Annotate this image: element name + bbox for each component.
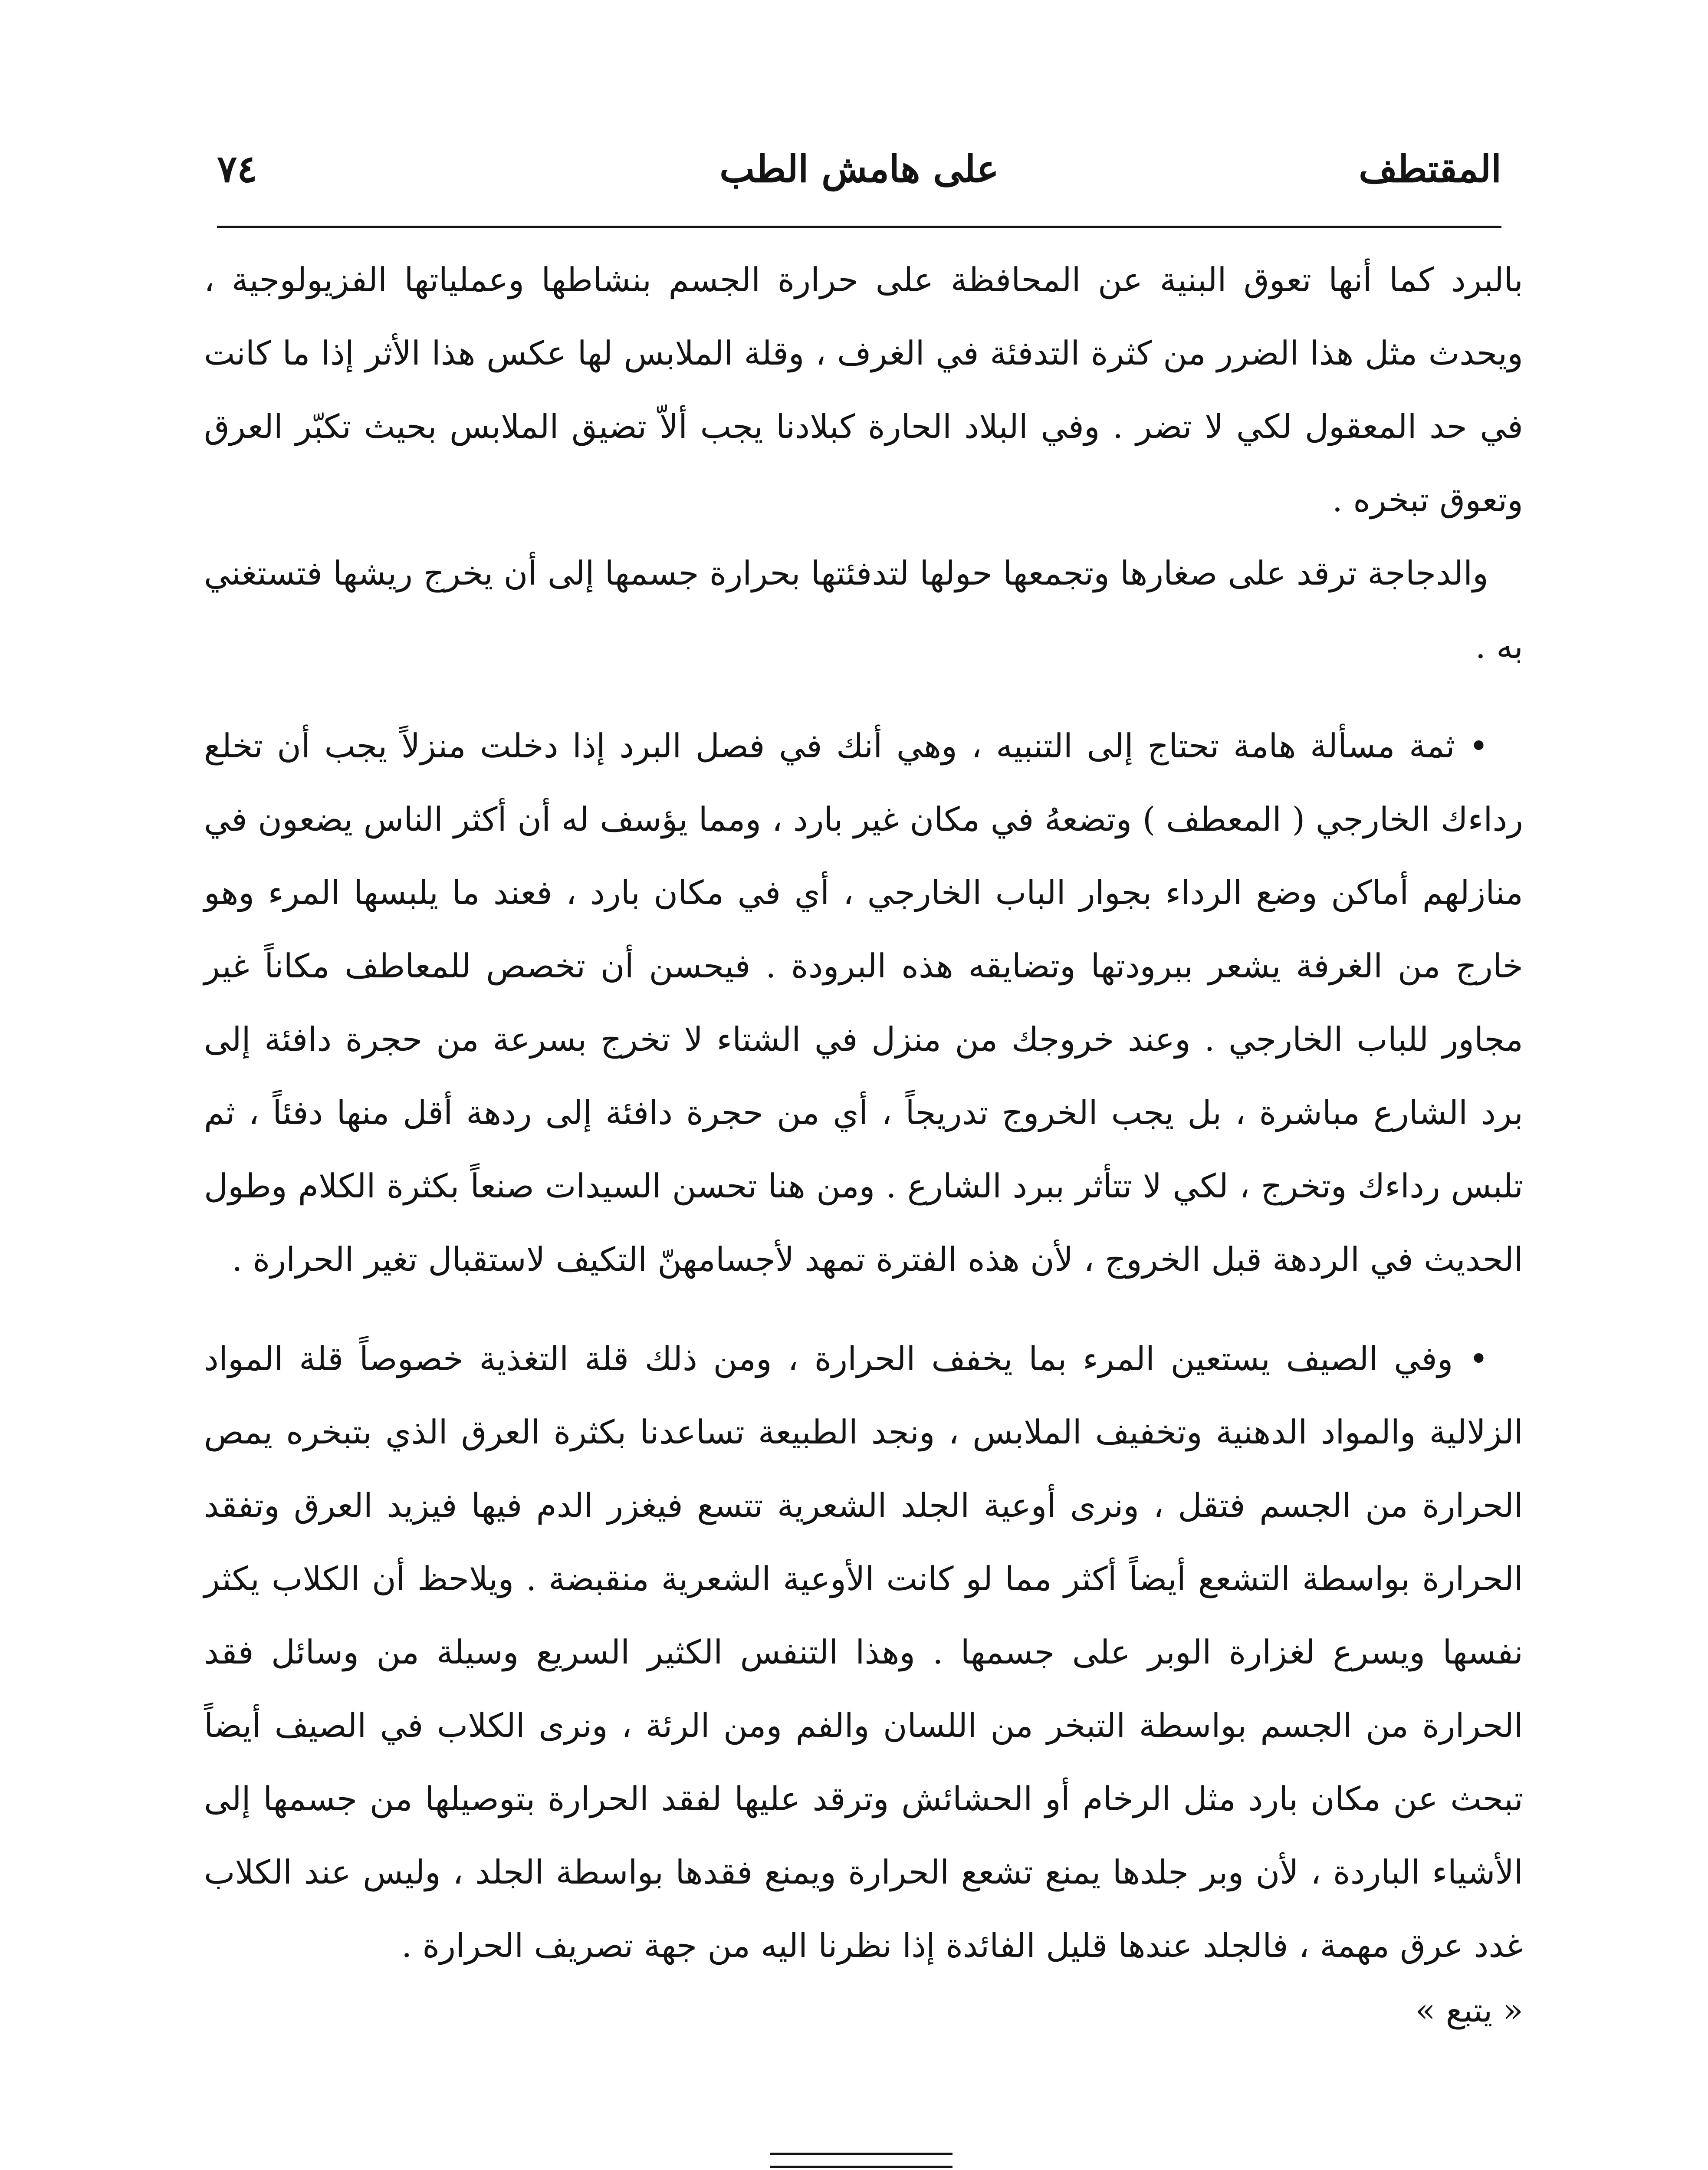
paragraph-4: • وفي الصيف يستعين المرء بما يخفف الحرارة ، ومن ذلك قلة التغذية خصوصاً قلة المواد الزلالية والمواد الدهنية وتخفيف الملابس ، ونجد الطبيعة تساعدنا بكثرة العرق الذي بتبخره يمص الحرارة من الجسم فتقل ، ونرى أوعية الجلد الشعرية تتسع فيغزر الدم فيها فيزيد العرق وتفقد الحرارة بواسطة التشعع أيضاً أكثر مما لو كانت الأوعية الشعرية منقبضة . ويلاحظ أن الكلاب يكثر نفسها ويسرع لغزارة الوبر على جسمها . وهذا التنفس الكثير السريع وسيلة من وسائل فقد الحرارة من الجسم بواسطة التبخر من اللسان والفم ومن الرئة ، ونرى الكلاب في الصيف أيضاً تبحث عن مكان بارد مثل الرخام أو الحشائش وترقد عليها لفقد الحرارة بتوصيلها من جسمها إلى الأشياء الباردة ، لأن وبر جلدها يمنع تشعع الحرارة ويمنع فقدها بواسطة الجلد ، وليس عند الكلاب غدد عرق مهمة ، فالجلد عندها قليل الفائدة إذا نظرنا اليه من جهة تصريف الحرارة . [204, 1339, 1523, 1965]
page-header [217, 130, 1501, 200]
journal-name: المقتطف [1359, 147, 1501, 191]
paragraph-3: • ثمة مسألة هامة تحتاج إلى التنبيه ، وهي أنك في فصل البرد إذا دخلت منزلاً يجب أن تخلع رداءك الخارجي ( المعطف ) وتضعهُ في مكان غير بارد ، ومما يؤسف له أن أكثر الناس يضعون في منازلهم أماكن وضع الرداء بجوار الباب الخارجي ، أي في مكان بارد ، فعند ما يلبسها المرء وهو خارج من الغرفة يشعر ببرودتها وتضايقه هذه البرودة . فيحسن أن تخصص للمعاطف مكاناً غير مجاور للباب الخارجي . وعند خروجك من منزل في الشتاء لا تخرج بسرعة من حجرة دافئة إلى برد الشارع مباشرة ، بل يجب الخروج تدريجاً ، أي من حجرة دافئة إلى ردهة أقل منها دفئاً ، ثم تلبس رداءك وتخرج ، لكي لا تتأثر ببرد الشارع . ومن هنا تحسن السيدات صنعاً بكثرة الكلام وطول الحديث في الردهة قبل الخروج ، لأن هذه الفترة تمهد لأجسامهنّ التكيف لاستقبال تغير الحرارة . [204, 727, 1523, 1279]
header-divider [217, 226, 1501, 228]
article-body [204, 243, 1523, 2047]
paragraph-1: بالبرد كما أنها تعوق البنية عن المحافظة على حرارة الجسم بنشاطها وعملياتها الفزيولوجية ، ويحدث مثل هذا الضرر من كثرة التدفئة في الغرف ، وقلة الملابس لها عكس هذا الأثر إذا ما كانت في حد المعقول لكي لا تضر . وفي البلاد الحارة كبلادنا يجب ألاّ تضيق الملابس بحيث تكبّر العرق وتعوق تبخره . [204, 260, 1523, 519]
running-title: على هامش الطب [719, 147, 999, 191]
page-number: ٧٤ [217, 147, 257, 191]
end-divider-bottom [770, 2166, 953, 2168]
paragraph-2: والدجاجة ترقد على صغارها وتجمعها حولها لتدفئتها بحرارة جسمها إلى أن يخرج ريشها فتستغني به . [204, 554, 1523, 666]
to-be-continued-note: « يتبع » [1415, 1991, 1523, 2029]
end-divider-top [770, 2153, 953, 2155]
